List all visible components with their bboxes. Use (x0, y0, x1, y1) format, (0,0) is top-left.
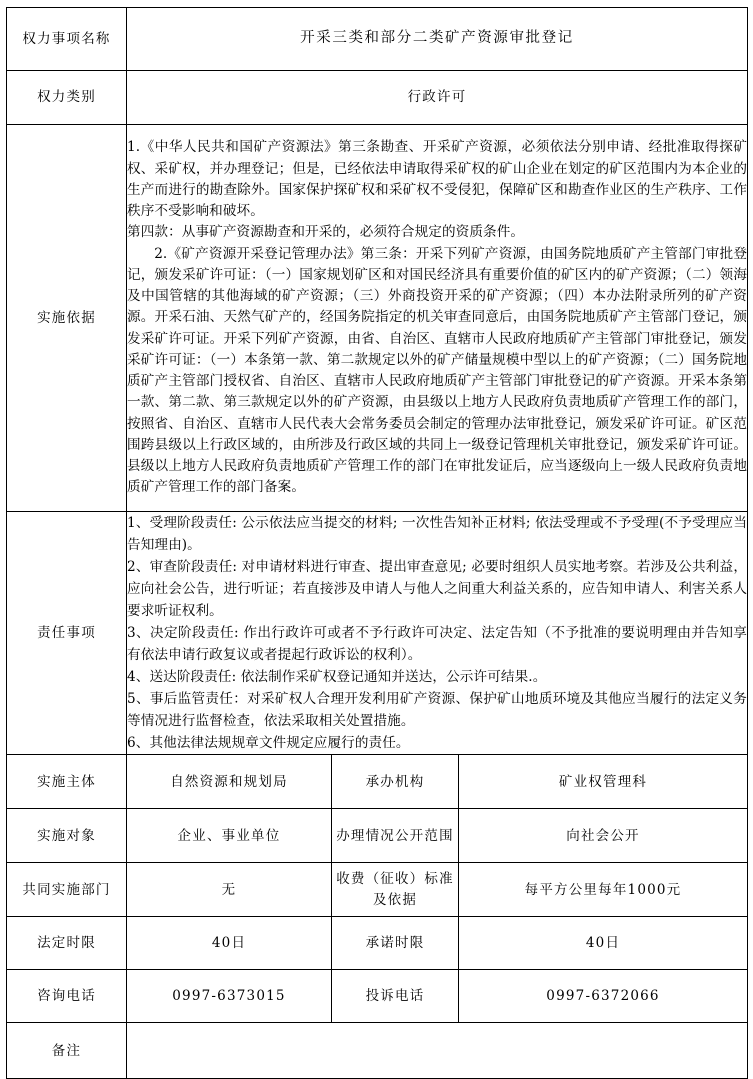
value-consultation-phone: 0997-6373015 (127, 970, 332, 1023)
value-complaint-phone: 0997-6372066 (459, 970, 748, 1023)
table-row-subject (7, 755, 748, 809)
value-item-name: 开采三类和部分二类矿产资源审批登记 (127, 8, 748, 71)
label-item-name: 权力事项名称 (7, 8, 127, 71)
value-category: 行政许可 (127, 71, 748, 125)
table-row-legal-basis (7, 125, 748, 512)
responsibility-item: 5、事后监管责任：对采矿权人合理开发利用矿产资源、保护矿山地质环境及其他应当履行的法定义务等情况进行监督检查，依法采取相关处置措施。 (127, 691, 748, 730)
value-agency: 矿业权管理科 (459, 755, 748, 809)
value-legal-time-limit: 40日 (127, 917, 332, 970)
value-disclosure-scope: 向社会公开 (459, 809, 748, 863)
value-object: 企业、事业单位 (127, 809, 332, 863)
responsibility-item: 4、送达阶段责任: 依法制作采矿权登记通知并送达，公示许可结果.。 (127, 669, 547, 686)
table-row-item-name (7, 8, 748, 71)
label-fee-standard: 收费（征收）标准及依据 (332, 863, 459, 917)
table-row-phones (7, 970, 748, 1023)
value-responsibilities (127, 512, 748, 755)
label-category: 权力类别 (7, 71, 127, 125)
label-remarks: 备注 (7, 1023, 127, 1079)
responsibility-item: 2、审查阶段责任: 对申请材料进行审查、提出审查意见; 必要时组织人员实地考察。若涉及公共利益，应向社会公告，进行听证；若直接涉及申请人与他人之间重大利益关系的，应告知申请人、利害关系人要求听证权利。 (127, 559, 748, 620)
table-row-object (7, 809, 748, 863)
label-promise-time-limit: 承诺时限 (332, 917, 459, 970)
responsibility-item: 3、决定阶段责任: 作出行政许可或者不予行政许可决定、法定告知（不予批准的要说明理由并告知享有依法申请行政复议或者提起行政诉讼的权利）。 (127, 625, 748, 664)
label-agency: 承办机构 (332, 755, 459, 809)
legal-basis-paragraph-1: 1.《中华人民共和国矿产资源法》第三条勘查、开采矿产资源，必须依法分别申请、经批准取得探矿权、采矿权，并办理登记；但是，已经依法申请取得采矿权的矿山企业在划定的矿区范围内为本企业的生产而进行的勘查除外。国家保护探矿权和采矿权不受侵犯，保障矿区和勘查作业区的生产秩序、工作秩序不受影响和破坏。 (127, 139, 748, 220)
label-complaint-phone: 投诉电话 (332, 970, 459, 1023)
label-legal-time-limit: 法定时限 (7, 917, 127, 970)
label-object: 实施对象 (7, 809, 127, 863)
table-row-responsibilities (7, 512, 748, 755)
legal-basis-paragraph-2: 第四款：从事矿产资源勘查和开采的，必须符合规定的资质条件。 (127, 224, 525, 241)
table-row-time-limits (7, 917, 748, 970)
label-disclosure-scope: 办理情况公开范围 (332, 809, 459, 863)
table-row-remarks (7, 1023, 748, 1079)
power-item-table (6, 7, 748, 1079)
label-consultation-phone: 咨询电话 (7, 970, 127, 1023)
value-remarks (127, 1023, 748, 1079)
label-responsibilities: 责任事项 (7, 512, 127, 755)
table-row-category (7, 71, 748, 125)
responsibility-item: 1、受理阶段责任: 公示依法应当提交的材料; 一次性告知补正材料; 依法受理或不予受理(不予受理应当告知理由)。 (127, 515, 748, 554)
table-row-joint-department (7, 863, 748, 917)
label-joint-department: 共同实施部门 (7, 863, 127, 917)
value-legal-basis (127, 125, 748, 512)
value-fee-standard: 每平方公里每年1000元 (459, 863, 748, 917)
responsibility-item: 6、其他法律法规规章文件规定应履行的责任。 (127, 735, 410, 752)
label-legal-basis: 实施依据 (7, 125, 127, 512)
value-joint-department: 无 (127, 863, 332, 917)
value-promise-time-limit: 40日 (459, 917, 748, 970)
value-subject: 自然资源和规划局 (127, 755, 332, 809)
label-subject: 实施主体 (7, 755, 127, 809)
legal-basis-paragraph-3: 2.《矿产资源开采登记管理办法》第三条：开采下列矿产资源，由国务院地质矿产主管部门审批登记，颁发采矿许可证：（一）国家规划矿区和对国民经济具有重要价值的矿区内的矿产资源；（二）领海及中国管辖的其他海域的矿产资源；（三）外商投资开采的矿产资源；（四）本办法附录所列的矿产资源。开采石油、天然气矿产的，经国务院指定的机关审查同意后，由国务院地质矿产主管部门登记，颁发采矿许可证。开采下列矿产资源，由省、自治区、直辖市人民政府地质矿产主管部门审批登记，颁发采矿许可证：（一）本条第一款、第二款规定以外的矿产储量规模中型以上的矿产资源；（二）国务院地质矿产主管部门授权省、自治区、直辖市人民政府地质矿产主管部门审批登记的矿产资源。开采本条第一款、第二款、第三款规定以外的矿产资源，由县级以上地方人民政府负责地质矿产管理工作的部门，按照省、自治区、直辖市人民代表大会常务委员会制定的管理办法审批登记，颁发采矿许可证。矿区范围跨县级以上行政区域的，由所涉及行政区域的共同上一级登记管理机关审批登记，颁发采矿许可证。县级以上地方人民政府负责地质矿产管理工作的部门在审批发证后，应当逐级向上一级人民政府负责地质矿产管理工作的部门备案。 (127, 245, 748, 496)
